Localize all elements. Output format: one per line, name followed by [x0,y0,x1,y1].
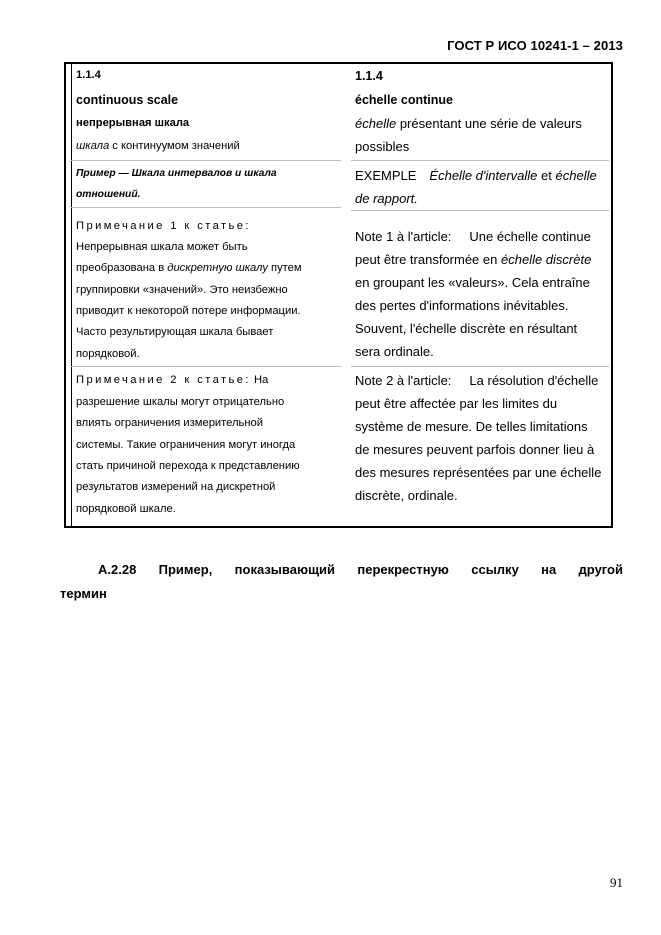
term-en: continuous scale [76,93,179,107]
note2-fr-line: de mesures peuvent parfois donner lieu à [355,442,595,457]
section-heading: A.2.28 Пример, показывающий перекрестную ссылку на другой [98,562,623,577]
term-number-fr: 1.1.4 [355,69,383,83]
example-fr-line-2: de rapport. [355,191,418,206]
definition-ru [76,140,240,152]
example-fr-label: EXEMPLE [355,168,417,183]
note1-fr-text: Une échelle continue [469,229,591,244]
note1-ru-line: приводит к некоторой потере информации. [76,305,301,317]
row-divider [71,366,341,367]
example-fr-term: échelle [555,168,597,183]
note2-fr-label: Note 2 à l'article: [355,373,452,388]
note1-ru-line: порядковой. [76,348,140,360]
example-fr-term: Échelle d'intervalle [429,168,538,183]
term-number-ru: 1.1.4 [76,69,101,81]
note2-ru-label: Примечание 2 к статье: [76,374,251,386]
note1-ru-line: группировки «значений». Это неизбежно [76,284,288,296]
definition-ru-text: с континуумом значений [109,140,240,152]
note1-fr-text: peut être transformée en [355,252,501,267]
note1-ru-line: Непрерывная шкала может быть [76,241,248,253]
example-fr-text: et [537,168,556,183]
definition-fr-text: présentant une série de valeurs [396,116,582,131]
note1-ru-line [76,262,302,274]
note1-fr-label: Note 1 à l'article: [355,229,452,244]
note2-ru-head [76,374,268,386]
note2-ru-line: влиять ограничения измерительной [76,417,264,429]
term-fr: échelle continue [355,93,453,107]
table-left-rule [71,62,72,528]
note2-fr-line: système de mesure. De telles limitations [355,419,588,434]
document-code: ГОСТ Р ИСО 10241-1 – 2013 [447,38,623,53]
example-fr-line-1 [355,168,597,183]
row-divider [71,207,341,208]
note2-fr-head [355,373,598,388]
note1-fr-line: en groupant les «valeurs». Cela entraîne [355,275,590,290]
definition-fr-term: échelle [355,116,397,131]
row-divider [351,160,609,161]
note2-fr-line: des mesures représentées par une échelle [355,465,602,480]
definition-fr [355,116,582,131]
note1-fr-term-link: échelle discrète [500,252,592,267]
note1-fr-line [355,252,591,267]
example-ru-line-1: Пример — Шкала интервалов и шкала [76,168,277,179]
note1-ru-text: преобразована в [76,262,168,274]
row-divider [351,210,609,211]
note1-ru-line: Часто результирующая шкала бывает [76,326,274,338]
note1-ru-text: путем [267,262,302,274]
note1-fr-line: sera ordinale. [355,344,434,359]
note1-fr-line: Souvent, l'échelle discrète en résultant [355,321,578,336]
note2-ru-text: На [250,374,269,386]
note1-fr-line: des pertes d'informations inévitables. [355,298,569,313]
note2-ru-line: системы. Такие ограничения могут иногда [76,439,296,451]
section-heading-cont: термин [60,586,107,601]
row-divider [351,366,609,367]
note2-ru-line: порядковой шкале. [76,503,176,515]
term-ru: непрерывная шкала [76,117,190,129]
row-divider [71,160,341,161]
note2-fr-line: peut être affectée par les limites du [355,396,558,411]
note2-ru-line: результатов измерений на дискретной [76,481,276,493]
definition-fr-line-2: possibles [355,139,410,154]
note2-ru-line: разрешение шкалы могут отрицательно [76,396,285,408]
note2-fr-text: La résolution d'échelle [469,373,599,388]
definition-ru-term: шкала [76,140,110,152]
note1-fr-head [355,229,591,244]
note1-ru-label: Примечание 1 к статье: [76,220,251,232]
note2-ru-line: стать причиной перехода к представлению [76,460,300,472]
example-ru-line-2: отношений. [76,189,141,200]
note1-ru-term-link: дискретную шкалу [167,262,268,274]
note2-fr-line: discrète, ordinale. [355,488,458,503]
page-number: 91 [610,875,623,890]
